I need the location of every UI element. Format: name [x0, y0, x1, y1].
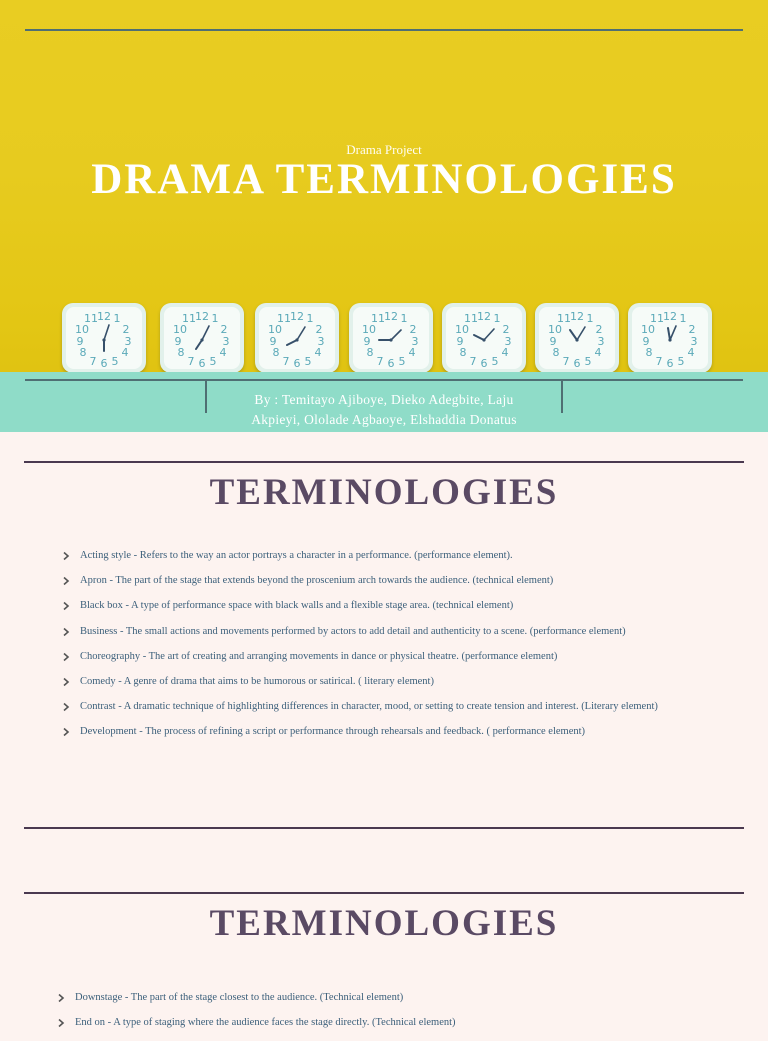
svg-text:12: 12	[570, 310, 584, 323]
slide2-term-list	[0, 549, 768, 751]
term-item	[0, 650, 768, 675]
svg-text:7: 7	[282, 355, 290, 368]
clock-face-4	[353, 307, 429, 369]
svg-text:11: 11	[464, 312, 478, 325]
term-item	[0, 625, 768, 650]
slide3-term-list	[0, 991, 768, 1041]
term-text: Downstage - The part of the stage closest to the audience. (Technical element)	[75, 992, 404, 1003]
svg-text:10: 10	[268, 323, 282, 336]
svg-text:3: 3	[411, 335, 419, 348]
svg-text:3: 3	[222, 335, 230, 348]
svg-text:10: 10	[362, 323, 376, 336]
chevron-right-icon	[62, 727, 70, 737]
svg-text:2: 2	[220, 323, 228, 336]
chevron-right-icon	[62, 652, 70, 662]
svg-text:7: 7	[655, 355, 663, 368]
term-text: Comedy - A genre of drama that aims to be humorous or satirical. ( literary element)	[80, 675, 434, 687]
clock-face-7	[632, 307, 708, 369]
clock-face-6	[539, 307, 615, 369]
svg-text:7: 7	[469, 355, 477, 368]
svg-text:3: 3	[597, 335, 605, 348]
term-text: Choreography - The art of creating and arranging movements in dance or physical theatre. (performance element)	[80, 650, 558, 662]
svg-text:10: 10	[173, 323, 187, 336]
svg-text:10: 10	[455, 323, 469, 336]
svg-text:1: 1	[679, 312, 687, 325]
slide2-heading: TERMINOLOGIES	[209, 472, 559, 513]
term-item	[0, 599, 768, 624]
term-text: Development - The process of refining a script or performance through rehearsals and feedback. ( performance element)	[80, 726, 586, 738]
slide3-top-rule	[24, 892, 744, 894]
numeral-9: 9	[76, 335, 84, 348]
term-item	[0, 725, 768, 750]
slide3-heading: TERMINOLOGIES	[209, 903, 559, 944]
svg-text:1: 1	[493, 312, 501, 325]
term-item	[0, 675, 768, 700]
svg-text:6: 6	[573, 357, 581, 369]
svg-text:5: 5	[491, 355, 499, 368]
svg-text:8: 8	[459, 346, 467, 359]
clock-2	[160, 303, 244, 373]
term-text: Black box - A type of performance space with black walls and a flexible stage area. (technical element)	[80, 600, 514, 612]
term-item	[0, 991, 768, 1016]
svg-text:5: 5	[677, 355, 685, 368]
svg-text:4: 4	[219, 346, 227, 359]
svg-text:9: 9	[456, 335, 464, 348]
svg-text:11: 11	[182, 312, 196, 325]
numeral-10: 10	[75, 323, 89, 336]
chevron-right-icon	[62, 677, 70, 687]
shelf-divider	[25, 379, 743, 381]
svg-text:9: 9	[269, 335, 277, 348]
project-subtitle: Drama Project	[346, 142, 422, 157]
svg-text:1: 1	[306, 312, 314, 325]
svg-text:12: 12	[477, 310, 491, 323]
svg-text:5: 5	[304, 355, 312, 368]
svg-text:2: 2	[595, 323, 603, 336]
clock-6	[535, 303, 619, 373]
numeral-8: 8	[79, 346, 87, 359]
svg-text:1: 1	[211, 312, 219, 325]
slide2-bottom-rule	[24, 827, 744, 829]
svg-text:8: 8	[645, 346, 653, 359]
svg-text:11: 11	[557, 312, 571, 325]
term-text: Contrast - A dramatic technique of highlighting differences in character, mood, or setting to create tension and interest. (Literary element)	[80, 701, 658, 713]
svg-text:4: 4	[408, 346, 416, 359]
clock-5	[442, 303, 526, 373]
numeral-6: 6	[100, 357, 108, 369]
svg-text:8: 8	[552, 346, 560, 359]
svg-text:11: 11	[650, 312, 664, 325]
term-text: Apron - The part of the stage that extends beyond the proscenium arch towards the audience. (technical element)	[80, 575, 554, 587]
svg-text:3: 3	[690, 335, 698, 348]
term-text: Acting style - Refers to the way an actor portrays a character in a performance. (performance element).	[80, 550, 513, 561]
clock-face-3	[259, 307, 335, 369]
clock-face-2	[164, 307, 240, 369]
presentation-title: DRAMA TERMINOLOGIES	[91, 156, 677, 203]
author-box-left-rule	[205, 379, 207, 413]
svg-text:9: 9	[174, 335, 182, 348]
top-divider	[25, 29, 743, 31]
svg-text:6: 6	[480, 357, 488, 369]
numeral-11: 11	[84, 312, 98, 325]
svg-text:10: 10	[641, 323, 655, 336]
term-item	[0, 1016, 768, 1041]
slide2-top-rule	[24, 461, 744, 463]
svg-text:2: 2	[502, 323, 510, 336]
svg-text:4: 4	[501, 346, 509, 359]
svg-text:12: 12	[663, 310, 677, 323]
clock-face-1	[66, 307, 142, 369]
numeral-1: 1	[113, 312, 121, 325]
author-box-right-rule	[561, 379, 563, 413]
chevron-right-icon	[62, 601, 70, 611]
clock-4	[349, 303, 433, 373]
numeral-2: 2	[122, 323, 130, 336]
svg-text:10: 10	[548, 323, 562, 336]
svg-text:8: 8	[366, 346, 374, 359]
numeral-7: 7	[89, 355, 97, 368]
svg-text:2: 2	[688, 323, 696, 336]
svg-text:3: 3	[317, 335, 325, 348]
svg-text:7: 7	[187, 355, 195, 368]
numeral-3: 3	[124, 335, 132, 348]
svg-text:7: 7	[376, 355, 384, 368]
clock-face-5	[446, 307, 522, 369]
svg-text:5: 5	[209, 355, 217, 368]
svg-text:1: 1	[400, 312, 408, 325]
chevron-right-icon	[62, 551, 70, 561]
svg-text:1: 1	[586, 312, 594, 325]
svg-text:9: 9	[549, 335, 557, 348]
term-item	[0, 700, 768, 725]
svg-text:12: 12	[195, 310, 209, 323]
svg-text:6: 6	[198, 357, 206, 369]
authors-line-2: Akpieyi, Ololade Agbaoye, Elshaddia Donatus	[251, 412, 517, 427]
title-slide	[0, 0, 768, 432]
svg-text:6: 6	[387, 357, 395, 369]
svg-text:11: 11	[277, 312, 291, 325]
authors-line-1: By : Temitayo Ajiboye, Dieko Adegbite, Laju	[254, 392, 514, 407]
clock-3	[255, 303, 339, 373]
chevron-right-icon	[57, 993, 65, 1003]
svg-text:3: 3	[504, 335, 512, 348]
svg-text:11: 11	[371, 312, 385, 325]
chevron-right-icon	[62, 576, 70, 586]
clock-7	[628, 303, 712, 373]
numeral-5: 5	[111, 355, 119, 368]
svg-text:12: 12	[384, 310, 398, 323]
svg-text:4: 4	[594, 346, 602, 359]
chevron-right-icon	[62, 627, 70, 637]
svg-text:4: 4	[687, 346, 695, 359]
clock-1	[62, 303, 146, 373]
svg-text:6: 6	[666, 357, 674, 369]
term-item	[0, 574, 768, 599]
term-item	[0, 549, 768, 574]
svg-text:4: 4	[314, 346, 322, 359]
term-text: End on - A type of staging where the audience faces the stage directly. (Technical element)	[75, 1017, 456, 1029]
numeral-4: 4	[121, 346, 129, 359]
svg-text:8: 8	[177, 346, 185, 359]
svg-text:12: 12	[290, 310, 304, 323]
svg-text:8: 8	[272, 346, 280, 359]
chevron-right-icon	[62, 702, 70, 712]
chevron-right-icon	[57, 1018, 65, 1028]
svg-text:6: 6	[293, 357, 301, 369]
svg-text:2: 2	[409, 323, 417, 336]
svg-text:9: 9	[642, 335, 650, 348]
svg-text:5: 5	[584, 355, 592, 368]
term-text: Business - The small actions and movements performed by actors to add detail and authenticity to a scene. (performance element)	[80, 625, 626, 637]
numeral-12: 12	[97, 310, 111, 323]
svg-text:9: 9	[363, 335, 371, 348]
svg-text:7: 7	[562, 355, 570, 368]
author-credits	[210, 390, 558, 430]
svg-text:5: 5	[398, 355, 406, 368]
svg-text:2: 2	[315, 323, 323, 336]
